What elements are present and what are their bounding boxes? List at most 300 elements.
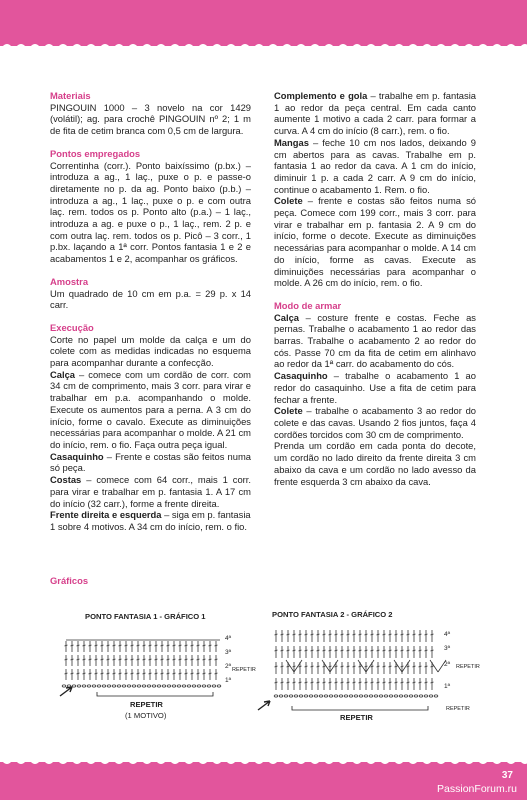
shell-stroke xyxy=(430,660,438,672)
double-crochet-bar xyxy=(119,659,122,660)
double-crochet-bar xyxy=(383,634,386,635)
chain-stitch xyxy=(177,685,181,687)
frente-paragraph xyxy=(50,509,251,532)
costas-paragraph xyxy=(50,474,251,509)
chain-stitch xyxy=(107,685,111,687)
chain-stitch xyxy=(334,695,338,697)
double-crochet-bar xyxy=(419,666,422,667)
double-crochet-bar xyxy=(137,645,140,646)
costas-label: Costas xyxy=(50,474,82,486)
double-crochet-bar xyxy=(77,659,80,660)
chain-stitch xyxy=(127,685,131,687)
chain-stitch xyxy=(97,685,101,687)
double-crochet-bar xyxy=(293,666,296,667)
double-crochet-bar xyxy=(209,645,212,646)
double-crochet-bar xyxy=(395,650,398,651)
double-crochet-bar xyxy=(77,645,80,646)
chart2-start-arrow-icon xyxy=(256,696,276,712)
double-crochet-bar xyxy=(107,645,110,646)
double-crochet-bar xyxy=(389,634,392,635)
double-crochet-bar xyxy=(377,682,380,683)
chain-stitch xyxy=(92,685,96,687)
double-crochet-bar xyxy=(317,682,320,683)
chain-stitch xyxy=(192,685,196,687)
double-crochet-bar xyxy=(413,634,416,635)
chain-stitch xyxy=(399,695,403,697)
chain-stitch xyxy=(117,685,121,687)
double-crochet-bar xyxy=(323,666,326,667)
double-crochet-bar xyxy=(347,682,350,683)
double-crochet-bar xyxy=(341,650,344,651)
double-crochet-bar xyxy=(431,666,434,667)
double-crochet-bar xyxy=(293,682,296,683)
casaquinho-paragraph xyxy=(50,451,251,474)
chain-stitch xyxy=(434,695,438,697)
modo-casaquinho-paragraph xyxy=(274,370,476,405)
double-crochet-bar xyxy=(155,659,158,660)
double-crochet-bar xyxy=(311,650,314,651)
double-crochet-bar xyxy=(299,650,302,651)
double-crochet-bar xyxy=(137,659,140,660)
double-crochet-bar xyxy=(101,659,104,660)
double-crochet-bar xyxy=(341,682,344,683)
double-crochet-bar xyxy=(185,659,188,660)
left-column xyxy=(50,90,251,533)
double-crochet-bar xyxy=(335,666,338,667)
double-crochet-bar xyxy=(191,673,194,674)
double-crochet-bar xyxy=(77,673,80,674)
complemento-label: Complemento e gola xyxy=(274,90,368,101)
double-crochet-bar xyxy=(83,645,86,646)
double-crochet-bar xyxy=(215,645,218,646)
double-crochet-bar xyxy=(377,666,380,667)
right-column xyxy=(274,90,476,487)
double-crochet-bar xyxy=(359,682,362,683)
watermark-text: PassionForum.ru xyxy=(437,783,517,795)
chain-stitch xyxy=(112,685,116,687)
colete-text: – frente e costas são feitos numa só peça. Comece com 199 corr., mais 3 corr. para virar e trabalhar em p. fantasia 2. A 9 cm do início, forme o decote. Execute as diminuições necessárias para acompanhar o molde. A 14 cm do início, forme as cavas. Execute as diminuições necessárias para acompanhar o molde. A 26 cm do início, rem. o fio. xyxy=(274,195,476,289)
double-crochet-bar xyxy=(311,682,314,683)
double-crochet-bar xyxy=(143,645,146,646)
double-crochet-bar xyxy=(89,673,92,674)
chain-stitch xyxy=(102,685,106,687)
double-crochet-bar xyxy=(401,666,404,667)
double-crochet-bar xyxy=(335,682,338,683)
double-crochet-bar xyxy=(317,666,320,667)
chart1-row-4: 4ª xyxy=(225,635,232,642)
double-crochet-bar xyxy=(413,650,416,651)
frente-label: Frente direita e esquerda xyxy=(50,509,162,521)
double-crochet-bar xyxy=(341,666,344,667)
double-crochet-bar xyxy=(299,682,302,683)
chart2-row-2: 2ª xyxy=(444,661,451,668)
double-crochet-bar xyxy=(365,666,368,667)
double-crochet-bar xyxy=(413,666,416,667)
double-crochet-bar xyxy=(389,650,392,651)
double-crochet-bar xyxy=(311,634,314,635)
double-crochet-bar xyxy=(167,673,170,674)
double-crochet-bar xyxy=(383,682,386,683)
double-crochet-bar xyxy=(329,650,332,651)
double-crochet-bar xyxy=(419,634,422,635)
chain-stitch xyxy=(344,695,348,697)
chain-stitch xyxy=(279,695,283,697)
top-decorative-band xyxy=(0,0,527,46)
chart2-row-3: 3ª xyxy=(444,645,451,652)
double-crochet-bar xyxy=(425,634,428,635)
double-crochet-bar xyxy=(83,659,86,660)
chart2-repetir: REPETIR xyxy=(340,713,373,722)
chain-stitch xyxy=(354,695,358,697)
double-crochet-bar xyxy=(401,634,404,635)
chain-stitch xyxy=(122,685,126,687)
chain-stitch xyxy=(212,685,216,687)
double-crochet-bar xyxy=(389,666,392,667)
double-crochet-bar xyxy=(335,634,338,635)
double-crochet-bar xyxy=(275,650,278,651)
chain-stitch xyxy=(359,695,363,697)
double-crochet-bar xyxy=(209,673,212,674)
double-crochet-bar xyxy=(113,673,116,674)
chart1-row-2: 2ª xyxy=(225,663,232,670)
chart1-motivo: (1 MOTIVO) xyxy=(125,711,167,720)
double-crochet-bar xyxy=(287,650,290,651)
frente-text: – siga em p. fantasia 1 sobre 4 motivos. A 34 cm do início, rem. o fio. xyxy=(50,509,251,532)
double-crochet-bar xyxy=(125,673,128,674)
double-crochet-bar xyxy=(203,659,206,660)
double-crochet-bar xyxy=(65,645,68,646)
double-crochet-bar xyxy=(203,673,206,674)
graficos-heading: Gráficos xyxy=(50,575,89,586)
chain-stitch xyxy=(349,695,353,697)
chain-stitch xyxy=(324,695,328,697)
shell-stroke xyxy=(394,660,402,672)
double-crochet-bar xyxy=(275,666,278,667)
double-crochet-bar xyxy=(353,666,356,667)
double-crochet-bar xyxy=(137,673,140,674)
double-crochet-bar xyxy=(401,682,404,683)
chain-stitch xyxy=(369,695,373,697)
calca-label: Calça xyxy=(50,368,76,380)
double-crochet-bar xyxy=(281,650,284,651)
modo-colete-label: Colete xyxy=(274,405,303,417)
colete-paragraph xyxy=(274,195,476,289)
casaquinho-text: – Frente e costas são feitos numa só peça. xyxy=(50,450,251,474)
double-crochet-bar xyxy=(425,650,428,651)
double-crochet-bar xyxy=(71,673,74,674)
execucao-heading: Execução xyxy=(50,321,94,333)
double-crochet-bar xyxy=(287,634,290,635)
double-crochet-bar xyxy=(131,673,134,674)
double-crochet-bar xyxy=(95,673,98,674)
colete-label: Colete xyxy=(274,195,303,207)
double-crochet-bar xyxy=(131,659,134,660)
double-crochet-bar xyxy=(197,659,200,660)
double-crochet-bar xyxy=(371,666,374,667)
double-crochet-bar xyxy=(359,634,362,635)
chart1-start-arrow-icon xyxy=(58,682,78,698)
double-crochet-bar xyxy=(413,682,416,683)
double-crochet-bar xyxy=(179,673,182,674)
double-crochet-bar xyxy=(425,666,428,667)
double-crochet-bar xyxy=(173,659,176,660)
double-crochet-bar xyxy=(125,659,128,660)
double-crochet-bar xyxy=(407,682,410,683)
chain-stitch xyxy=(142,685,146,687)
double-crochet-bar xyxy=(383,650,386,651)
double-crochet-bar xyxy=(311,666,314,667)
double-crochet-bar xyxy=(329,666,332,667)
chain-stitch xyxy=(284,695,288,697)
double-crochet-bar xyxy=(167,659,170,660)
chain-stitch xyxy=(182,685,186,687)
double-crochet-bar xyxy=(143,659,146,660)
double-crochet-bar xyxy=(431,650,434,651)
double-crochet-bar xyxy=(419,650,422,651)
chain-stitch xyxy=(162,685,166,687)
double-crochet-bar xyxy=(161,673,164,674)
chain-stitch xyxy=(404,695,408,697)
modo-heading: Modo de armar xyxy=(274,299,342,311)
double-crochet-bar xyxy=(341,634,344,635)
chain-stitch xyxy=(339,695,343,697)
chain-stitch xyxy=(409,695,413,697)
double-crochet-bar xyxy=(155,645,158,646)
chain-stitch xyxy=(384,695,388,697)
chart1-row-1: 1ª xyxy=(225,677,232,684)
chain-stitch xyxy=(289,695,293,697)
double-crochet-bar xyxy=(383,666,386,667)
modo-casaquinho-label: Casaquinho xyxy=(274,370,328,382)
double-crochet-bar xyxy=(161,659,164,660)
modo-colete-paragraph xyxy=(274,405,476,440)
double-crochet-bar xyxy=(191,645,194,646)
mangas-label: Mangas xyxy=(274,136,309,148)
modo-calca-text: – costure frente e costas. Feche as pernas. Trabalhe o acabamento 1 ao redor das barras. Trabalhe o acabamento 2 ao redor do cós. Passe 70 cm da fita de cetim em alinhavo ao redor da 1ª carr. do acabamento do cós. xyxy=(274,311,476,370)
double-crochet-bar xyxy=(395,666,398,667)
double-crochet-bar xyxy=(281,682,284,683)
double-crochet-bar xyxy=(431,634,434,635)
double-crochet-bar xyxy=(119,645,122,646)
chain-stitch xyxy=(394,695,398,697)
double-crochet-bar xyxy=(95,659,98,660)
double-crochet-bar xyxy=(281,666,284,667)
double-crochet-bar xyxy=(287,682,290,683)
double-crochet-bar xyxy=(173,645,176,646)
chain-stitch xyxy=(429,695,433,697)
double-crochet-bar xyxy=(305,634,308,635)
chain-stitch xyxy=(157,685,161,687)
double-crochet-bar xyxy=(371,634,374,635)
chart1-stitch-grid xyxy=(58,628,248,690)
double-crochet-bar xyxy=(317,650,320,651)
chain-stitch xyxy=(329,695,333,697)
double-crochet-bar xyxy=(101,645,104,646)
double-crochet-bar xyxy=(377,634,380,635)
modo-colete-text: – trabalhe o acabamento 3 ao redor do colete e das cavas. Usando 2 fios juntos, faça 4 cordões torcidos com 30 cm de comprimento. xyxy=(274,405,476,440)
double-crochet-bar xyxy=(149,659,152,660)
double-crochet-bar xyxy=(161,645,164,646)
double-crochet-bar xyxy=(179,659,182,660)
calca-paragraph xyxy=(50,369,251,451)
double-crochet-bar xyxy=(335,650,338,651)
double-crochet-bar xyxy=(395,634,398,635)
double-crochet-bar xyxy=(179,645,182,646)
double-crochet-bar xyxy=(347,650,350,651)
double-crochet-bar xyxy=(401,650,404,651)
double-crochet-bar xyxy=(197,673,200,674)
chain-stitch xyxy=(207,685,211,687)
chart1-repetir: REPETIR xyxy=(130,700,163,709)
mangas-text: – feche 10 cm nos lados, deixando 9 cm abertos para as cavas. Trabalhe em p. fantasia 1 ao redor da cava. A 1 cm do início, diminuir 1 p. a cada 2 carr. A 9 cm do início, continue o acabamento 1. Rem. o fio. xyxy=(274,136,476,195)
double-crochet-bar xyxy=(407,650,410,651)
double-crochet-bar xyxy=(287,666,290,667)
chain-stitch xyxy=(202,685,206,687)
double-crochet-bar xyxy=(425,682,428,683)
double-crochet-bar xyxy=(371,650,374,651)
double-crochet-bar xyxy=(353,634,356,635)
double-crochet-bar xyxy=(299,634,302,635)
amostra-heading: Amostra xyxy=(50,275,89,287)
double-crochet-bar xyxy=(395,682,398,683)
chart2-title: PONTO FANTASIA 2 - GRÁFICO 2 xyxy=(272,610,393,619)
modo-calca-paragraph xyxy=(274,312,476,371)
double-crochet-bar xyxy=(305,650,308,651)
chain-stitch xyxy=(294,695,298,697)
chain-stitch xyxy=(314,695,318,697)
double-crochet-bar xyxy=(119,673,122,674)
chain-stitch xyxy=(374,695,378,697)
double-crochet-bar xyxy=(329,634,332,635)
chart1-row-3: 3ª xyxy=(225,649,232,656)
modo-final-text: Prenda um cordão em cada ponta do decote, um cordão no lado direito da frente direita 3 cm abaixo da cava e um cordão no lado avesso da frente esquerda 3 cm abaixo da cava. xyxy=(274,440,476,487)
double-crochet-bar xyxy=(365,634,368,635)
chain-stitch xyxy=(419,695,423,697)
shell-stroke xyxy=(322,660,330,672)
double-crochet-bar xyxy=(185,673,188,674)
chain-stitch xyxy=(187,685,191,687)
double-crochet-bar xyxy=(389,682,392,683)
chart1-repeat-bracket xyxy=(95,690,215,700)
double-crochet-bar xyxy=(101,673,104,674)
complemento-text: – trabalhe em p. fantasia 1 ao redor da peça central. Em cada canto aumente 1 motivo a cada 2 carr. para formar a curva. A 4 cm do início (8 carr.), rem. o fio. xyxy=(274,90,476,137)
double-crochet-bar xyxy=(71,659,74,660)
double-crochet-bar xyxy=(323,650,326,651)
chain-stitch xyxy=(167,685,171,687)
double-crochet-bar xyxy=(113,645,116,646)
chain-stitch xyxy=(309,695,313,697)
chart2-repetir-small-2: REPETIR xyxy=(446,706,470,712)
chart2-row-4: 4ª xyxy=(444,631,451,638)
double-crochet-bar xyxy=(107,673,110,674)
double-crochet-bar xyxy=(359,650,362,651)
shell-stroke xyxy=(358,660,366,672)
pontos-text: Correntinha (corr.). Ponto baixíssimo (p.bx.) – introduza a ag., 1 laç., puxe o p. e passe-o diretamente no p. da ag. Ponto baixo (p.b.) – introduza a ag., 1 laç., puxe o p. e com outra laç. rem. todos os p. Ponto alto (p.a.) – 1 laç., introduza a ag. e puxe o p., 1 laç., rem. 2 p. e com outra laç. rem. todos os p. Picô – 3 corr., 1 p.bx. laçando a 1ª corr. Pontos fantasia 1 e 2 e acabamentos 1 e 2, acompanhar os gráficos. xyxy=(50,159,251,265)
double-crochet-bar xyxy=(95,645,98,646)
double-crochet-bar xyxy=(419,682,422,683)
double-crochet-bar xyxy=(209,659,212,660)
chart2-repetir-small-1: REPETIR xyxy=(456,664,480,670)
double-crochet-bar xyxy=(155,673,158,674)
chart2-row-1: 1ª xyxy=(444,683,451,690)
double-crochet-bar xyxy=(71,645,74,646)
double-crochet-bar xyxy=(275,682,278,683)
double-crochet-bar xyxy=(293,634,296,635)
double-crochet-bar xyxy=(323,682,326,683)
chain-stitch xyxy=(137,685,141,687)
chart1-repetir-small: REPETIR xyxy=(232,667,256,673)
double-crochet-bar xyxy=(317,634,320,635)
double-crochet-bar xyxy=(365,682,368,683)
double-crochet-bar xyxy=(143,673,146,674)
double-crochet-bar xyxy=(407,666,410,667)
double-crochet-bar xyxy=(329,682,332,683)
bottom-scallop-edge xyxy=(0,762,527,772)
double-crochet-bar xyxy=(65,673,68,674)
double-crochet-bar xyxy=(89,659,92,660)
double-crochet-bar xyxy=(275,634,278,635)
double-crochet-bar xyxy=(365,650,368,651)
casaquinho-label: Casaquinho xyxy=(50,450,104,462)
materiais-heading: Materiais xyxy=(50,90,91,101)
double-crochet-bar xyxy=(215,659,218,660)
chain-stitch xyxy=(197,685,201,687)
chain-stitch xyxy=(147,685,151,687)
top-scallop-edge xyxy=(0,36,527,46)
chain-stitch xyxy=(152,685,156,687)
double-crochet-bar xyxy=(89,645,92,646)
double-crochet-bar xyxy=(125,645,128,646)
double-crochet-bar xyxy=(185,645,188,646)
double-crochet-bar xyxy=(323,634,326,635)
double-crochet-bar xyxy=(371,682,374,683)
mangas-paragraph xyxy=(274,137,476,196)
chain-stitch xyxy=(82,685,86,687)
chain-stitch xyxy=(379,695,383,697)
chain-stitch xyxy=(87,685,91,687)
double-crochet-bar xyxy=(353,650,356,651)
shell-stroke xyxy=(286,660,294,672)
chain-stitch xyxy=(299,695,303,697)
double-crochet-bar xyxy=(83,673,86,674)
double-crochet-bar xyxy=(197,645,200,646)
amostra-text: Um quadrado de 10 cm em p.a. = 29 p. x 14 carr. xyxy=(50,287,251,311)
double-crochet-bar xyxy=(305,682,308,683)
execucao-intro: Corte no papel um molde da calça e um do colete com as medidas indicadas no esquema para acompanhar durante a confecção. xyxy=(50,333,251,369)
double-crochet-bar xyxy=(131,645,134,646)
pontos-heading: Pontos empregados xyxy=(50,147,141,159)
double-crochet-bar xyxy=(215,673,218,674)
chain-stitch xyxy=(132,685,136,687)
chain-stitch xyxy=(364,695,368,697)
materiais-text: PINGOUIN 1000 – 3 novelo na cor 1429 (volátil); ag. para crochê PINGOUIN nº 2; 1 m de fita de cetim branca com 0,5 cm de largura. xyxy=(50,101,251,137)
double-crochet-bar xyxy=(431,682,434,683)
double-crochet-bar xyxy=(305,666,308,667)
double-crochet-bar xyxy=(113,659,116,660)
chain-stitch xyxy=(319,695,323,697)
double-crochet-bar xyxy=(173,673,176,674)
double-crochet-bar xyxy=(191,659,194,660)
complemento-paragraph xyxy=(274,90,476,137)
chain-stitch xyxy=(414,695,418,697)
double-crochet-bar xyxy=(149,673,152,674)
double-crochet-bar xyxy=(347,634,350,635)
double-crochet-bar xyxy=(203,645,206,646)
double-crochet-bar xyxy=(353,682,356,683)
double-crochet-bar xyxy=(377,650,380,651)
double-crochet-bar xyxy=(407,634,410,635)
calca-text: – comece com um cordão de corr. com 34 cm de comprimento, mais 3 corr. para virar e trabalhar em p.a. acompanhando o molde. Execute os aumentos para a perna. A 3 cm do início, forme o cavalo. Execute as diminuições necessárias para acompanhar o molde. A 21 cm do início, rem. o fio. Faça outra peça igual. xyxy=(50,368,251,450)
